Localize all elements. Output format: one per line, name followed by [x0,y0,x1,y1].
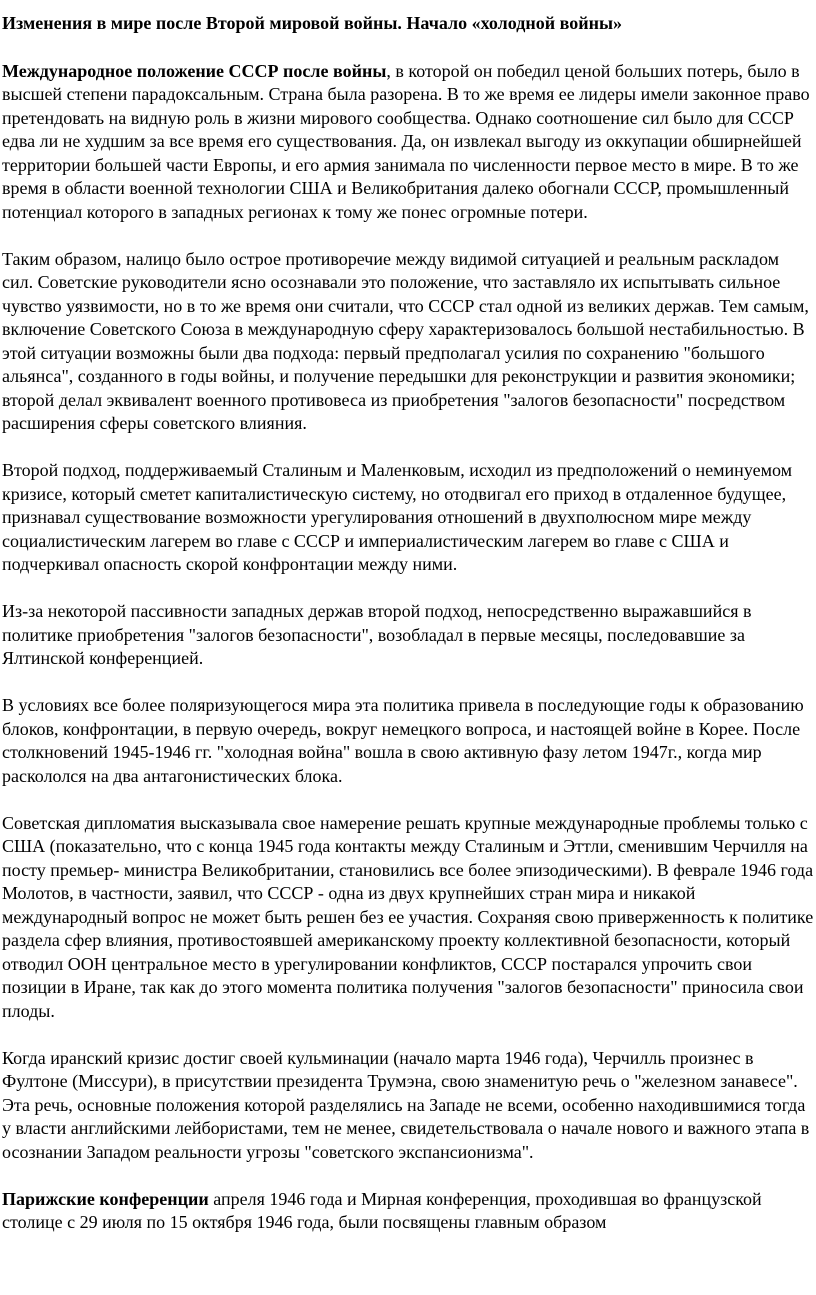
paragraph-4: Из-за некоторой пассивности западных держав второй подход, непосредственно выражавшийся в политике приобретения "залогов безопасности", возобладал в первые месяцы, последовавшие за Ялтинской конференцией. [2,601,752,668]
paragraph-3: Второй подход, поддерживаемый Сталиным и Маленковым, исходил из предположений о неминуемом кризисе, который сметет капиталистическую систему, но отодвигал его приход в отдаленное будущее, признавал существование возможности урегулирования отношений в двухполюсном мире между социалистическим лагерем во главе с СССР и империалистическим лагерем во главе с США и подчеркивал опасность скорой конфронтации между ними. [2,460,793,574]
paragraph-5: В условиях все более поляризующегося мира эта политика привела в последующие годы к образованию блоков, конфронтации, в первую очередь, вокруг немецкого вопроса, и настоящей войне в Корее. После столкновений 1945-1946 гг. "холодная война" вошла в свою активную фазу летом 1947г., когда мир раскололся на два антагонистических блока. [2,695,804,786]
paragraph-7: Когда иранский кризис достиг своей кульминации (начало марта 1946 года), Черчилль произнес в Фултоне (Миссури), в присутствии президента Трумэна, свою знаменитую речь о "железном занавесе". Эта речь, основные положения которой разделялись на Западе не всеми, особенно находившимися тогда у власти английскими лейбористами, тем не менее, свидетельствовала о начале нового и важного этапа в осознании Западом реальности угрозы "советского экспансионизма". [2,1047,810,1162]
paragraph-1-text: , в которой он победил ценой больших потерь, было в высшей степени парадоксальным. Страна была разорена. В то же время ее лидеры имели законное право претендовать на видную роль в жизни мирового сообщества. Однако соотношение сил было для СССР едва ли не худшим за все время его существования. Да, он извлекал выгоду из оккупации обширнейшей территории большей части Европы, и его армия занимала по численности первое место в мире. В то же время в области военной технологии США и Великобритания далеко обогнали СССР, промышленный потенциал которого в западных регионах к тому же понес огромные потери. [2,60,810,222]
paragraph-8-lead: Парижские конференции [2,1188,209,1209]
paragraph-8 [2,1188,814,1235]
paragraph-1 [2,60,814,225]
paragraph-2: Таким образом, налицо было острое противоречие между видимой ситуацией и реальным раскладом сил. Советские руководители ясно осознавали это положение, что заставляло их испытывать сильное чувство уязвимости, но в то же время они считали, что СССР стал одной из великих держав. Тем самым, включение Советского Союза в международную сферу характеризовалось большой нестабильностью. В этой ситуации возможны были два подхода: первый предполагал усилия по сохранению "большого альянса", созданного в годы войны, и получение передышки для реконструкции и развития экономики; второй делал эквивалент военного противовеса из приобретения "залогов безопасности" посредством расширения сферы советского влияния. [2,248,809,433]
paragraph-8-text: апреля 1946 года и Мирная конференция, проходившая во французской столице с 29 июля по 15 октября 1946 года, были посвящены главным образом [2,1188,762,1232]
paragraph-1-lead: Международное положение СССР после войны [2,60,387,81]
document-title: Изменения в мире после Второй мировой войны. Начало «холодной войны» [2,13,623,33]
paragraph-6: Советская дипломатия высказывала свое намерение решать крупные международные проблемы только с США (показательно, что с конца 1945 года контакты между Сталиным и Эттли, сменившим Черчилля на посту премьер- министра Великобритании, становились все более эпизодическими). В феврале 1946 года Молотов, в частности, заявил, что СССР - одна из двух крупнейших стран мира и никакой международный вопрос не может быть решен без ее участия. Сохраняя свою приверженность к политике раздела сфер влияния, противостоявшей американскому проекту коллективной безопасности, который отводил ООН центральное место в урегулировании конфликтов, СССР постарался упрочить свои позиции в Иране, так как до этого момента политика получения "залогов безопасности" приносила свои плоды. [2,812,814,1021]
